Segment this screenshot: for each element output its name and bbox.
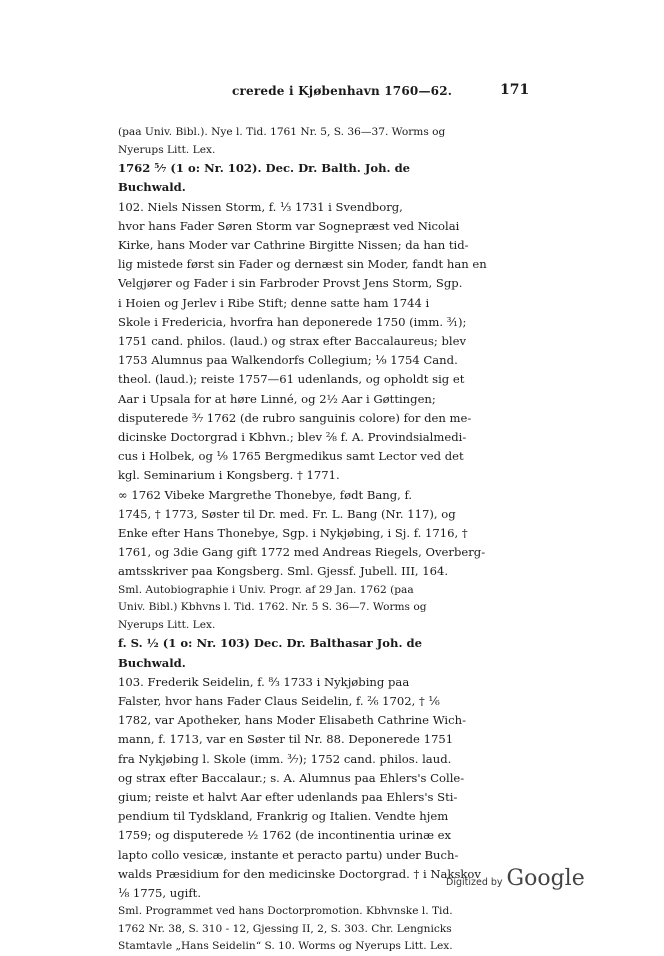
- text-line: theol. (laud.); reiste 1757—61 udenlands, og opholdt sig et: [118, 372, 465, 387]
- text-line: lapto collo vesicæ, instante et peracto partu) under Buch-: [118, 847, 459, 862]
- text-line: Kirke, hans Moder var Cathrine Birgitte Nissen; da han tid-: [118, 238, 469, 252]
- text-line: pendium til Tydskland, Frankrig og Italien. Vendte hjem: [118, 809, 449, 824]
- text-line: 1751 cand. philos. (laud.) og strax efter Baccalaureus; blev: [118, 334, 467, 349]
- text-line: Aar i Upsala for at høre Linné, og 2½ Aar i Gøttingen;: [118, 391, 436, 406]
- text-line: Univ. Bibl.) Kbhvns l. Tid. 1762. Nr. 5 S. 36—7. Worms og: [118, 601, 427, 614]
- text-line: hvor hans Fader Søren Storm var Sognepræst ved Nicolai: [118, 218, 460, 233]
- text-line: kgl. Seminarium i Kongsberg. † 1771.: [118, 468, 340, 483]
- text-line: f. S. ½ (1 o: Nr. 103) Dec. Dr. Balthasar Joh. de: [118, 636, 423, 651]
- text-line: Velgjører og Fader i sin Farbroder Provst Jens Storm, Sgp.: [118, 276, 463, 291]
- text-line: (paa Univ. Bibl.). Nye l. Tid. 1761 Nr. 5, S. 36—37. Worms og: [118, 126, 446, 138]
- text-line: fra Nykjøbing l. Skole (imm. ³⁄₇); 1752 cand. philos. laud.: [118, 751, 452, 766]
- text-line: Nyerups Litt. Lex.: [118, 143, 216, 156]
- google-logo: Google: [506, 866, 585, 891]
- text-line: mann, f. 1713, var en Søster til Nr. 88. Deponerede 1751: [118, 732, 454, 747]
- text-line: ¹⁄₈ 1775, ugift.: [118, 886, 202, 901]
- body-text: [118, 124, 530, 956]
- digitized-by-google-watermark: [446, 866, 585, 891]
- digitized-label: Digitized by: [446, 877, 503, 888]
- text-line: Buchwald.: [118, 180, 186, 195]
- text-line: dicinske Doctorgrad i Kbhvn.; blev ²⁄₈ f. A. Provindsialmedi-: [118, 430, 467, 445]
- text-line: Skole i Fredericia, hvorfra han deponerede 1750 (imm. ³⁄₁);: [118, 314, 467, 329]
- text-line: disputerede ³⁄₇ 1762 (de rubro sanguinis colore) for den me-: [118, 410, 472, 425]
- text-line: 1759; og disputerede ½ 1762 (de incontinentia urinæ ex: [118, 828, 452, 843]
- running-header: [0, 82, 664, 104]
- text-line: Enke efter Hans Thonebye, Sgp. i Nykjøbing, i Sj. f. 1716, †: [118, 526, 468, 541]
- text-line: i Hoien og Jerlev i Ribe Stift; denne satte ham 1744 i: [118, 295, 430, 310]
- text-line: Sml. Autobiographie i Univ. Progr. af 29 Jan. 1762 (paa: [118, 583, 414, 596]
- text-line: 1761, og 3die Gang gift 1772 med Andreas Riegels, Overberg-: [118, 545, 486, 560]
- text-line: Falster, hvor hans Fader Claus Seidelin, f. ²⁄₆ 1702, † ¹⁄₆: [118, 694, 440, 709]
- text-line: 102. Niels Nissen Storm, f. ¹⁄₃ 1731 i Svendborg,: [118, 199, 403, 214]
- text-line: Sml. Programmet ved hans Doctorpromotion. Kbhvnske l. Tid.: [118, 905, 453, 918]
- text-line: 1762 Nr. 38, S. 310 - 12, Gjessing II, 2, S. 303. Chr. Lengnicks: [118, 922, 452, 935]
- text-line: og strax efter Baccalaur.; s. A. Alumnus paa Ehlers's Colle-: [118, 770, 465, 785]
- text-line: cus i Holbek, og ¹⁄₉ 1765 Bergmedikus samt Lector ved det: [118, 449, 464, 464]
- text-line: 1745, † 1773, Søster til Dr. med. Fr. L. Bang (Nr. 117), og: [118, 506, 456, 521]
- text-line: walds Præsidium for den medicinske Doctorgrad. † i Nakskov: [118, 866, 481, 881]
- text-line: gium; reiste et halvt Aar efter udenlands paa Ehlers's Sti-: [118, 790, 458, 805]
- text-line: ∞ 1762 Vibeke Margrethe Thonebye, født Bang, f.: [118, 487, 413, 502]
- text-line: lig mistede først sin Fader og dernæst sin Moder, fandt han en: [118, 257, 487, 272]
- text-line: Buchwald.: [118, 655, 186, 670]
- text-line: Nyerups Litt. Lex.: [118, 618, 216, 631]
- text-line: 1782, var Apotheker, hans Moder Elisabeth Cathrine Wich-: [118, 713, 466, 728]
- text-line: Stamtavle „Hans Seidelin“ S. 10. Worms og Nyerups Litt. Lex.: [118, 940, 453, 953]
- text-line: amtsskriver paa Kongsberg. Sml. Gjessf. Jubell. III, 164.: [118, 564, 449, 579]
- page-number: 171: [500, 82, 530, 98]
- text-line: 103. Frederik Seidelin, f. ⁸⁄₃ 1733 i Nykjøbing paa: [118, 674, 410, 689]
- text-line: 1762 ⁵⁄₇ (1 o: Nr. 102). Dec. Dr. Balth. Joh. de: [118, 161, 411, 176]
- text-line: 1753 Alumnus paa Walkendorfs Collegium; ¹⁄₉ 1754 Cand.: [118, 353, 458, 368]
- header-title: crerede i Kjøbenhavn 1760—62.: [232, 84, 453, 98]
